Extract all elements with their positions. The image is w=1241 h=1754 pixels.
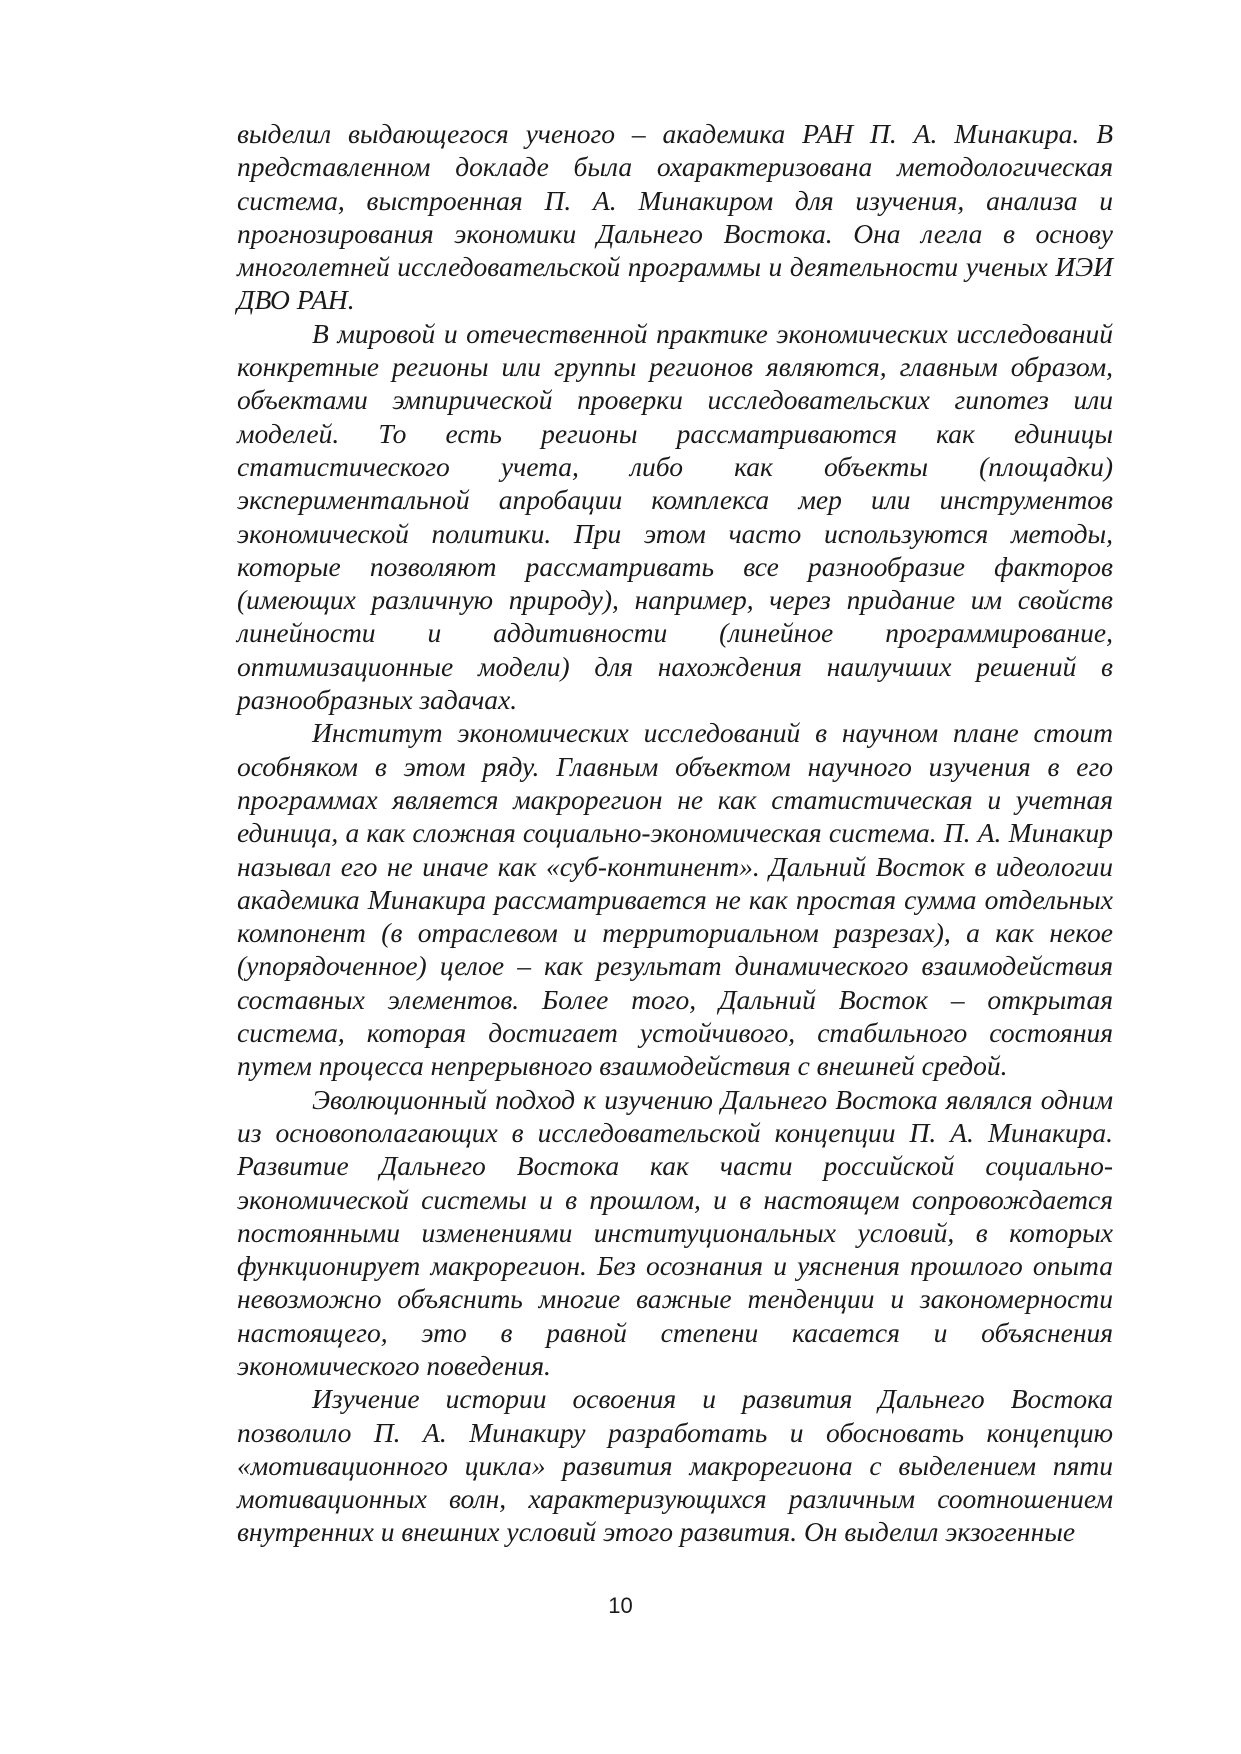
paragraph-evolutionary-approach: Эволюционный подход к изучению Дальнего Востока являлся одним из основополагающих в исследовательской концепции П. А. Минакира. Развитие Дальнего Востока как части российской социально-экономической системы и в прошлом, и в настоящем сопровождается постоянными изменениями институциональных условий, в которых функционирует макрорегион. Без осознания и уяснения прошлого опыта невозможно объяснить многие важные тенденции и закономерности настоящего, это в равной степени касается и объяснения экономического поведения.: [237, 1083, 1113, 1381]
paragraph-continuation: выделил выдающегося ученого – академика РАН П. А. Минакира. В представленном докладе была охарактеризована методологическая система, выстроенная П. А. Минакиром для изучения, анализа и прогнозирования экономики Дальнего Востока. Она легла в основу многолетней исследовательской программы и деятельности ученых ИЭИ ДВО РАН.: [237, 118, 1113, 316]
paragraph-motivational-cycle: Изучение истории освоения и развития Дальнего Востока позволило П. А. Минакиру разработать и обосновать концепцию «мотивационного цикла» развития макрорегиона с выделением пяти мотивационных волн, характеризующихся различным соотношением внутренних и внешних условий этого развития. Он выделил экзогенные: [237, 1383, 1113, 1548]
body-text: [237, 117, 1113, 1549]
paragraph-regional-research: В мировой и отечественной практике экономических исследований конкретные регионы или группы регионов являются, главным образом, объектами эмпирической проверки исследовательских гипотез или моделей. То есть регионы рассматриваются как единицы статистического учета, либо как объекты (площадки) экспериментальной апробации комплекса мер или инструментов экономической политики. При этом часто используются методы, которые позволяют рассматривать все разнообразие факторов (имеющих различную природу), например, через придание им свойств линейности и аддитивности (линейное программирование, оптимизационные модели) для нахождения наилучших решений в разнообразных задачах.: [237, 317, 1113, 716]
page-number: 10: [608, 1593, 633, 1618]
paragraph-institute: Институт экономических исследований в научном плане стоит особняком в этом ряду. Главным объектом научного изучения в его программах является макрорегион не как статистическая и учетная единица, а как сложная социально-экономическая система. П. А. Минакир называл его не иначе как «суб-континент». Дальний Восток в идеологии академика Минакира рассматривается не как простая сумма отдельных компонент (в отраслевом и территориальном разрезах), а как некое (упорядоченное) целое – как результат динамического взаимодействия составных элементов. Более того, Дальний Восток – открытая система, которая достигает устойчивого, стабильного состояния путем процесса непрерывного взаимодействия с внешней средой.: [237, 717, 1113, 1082]
